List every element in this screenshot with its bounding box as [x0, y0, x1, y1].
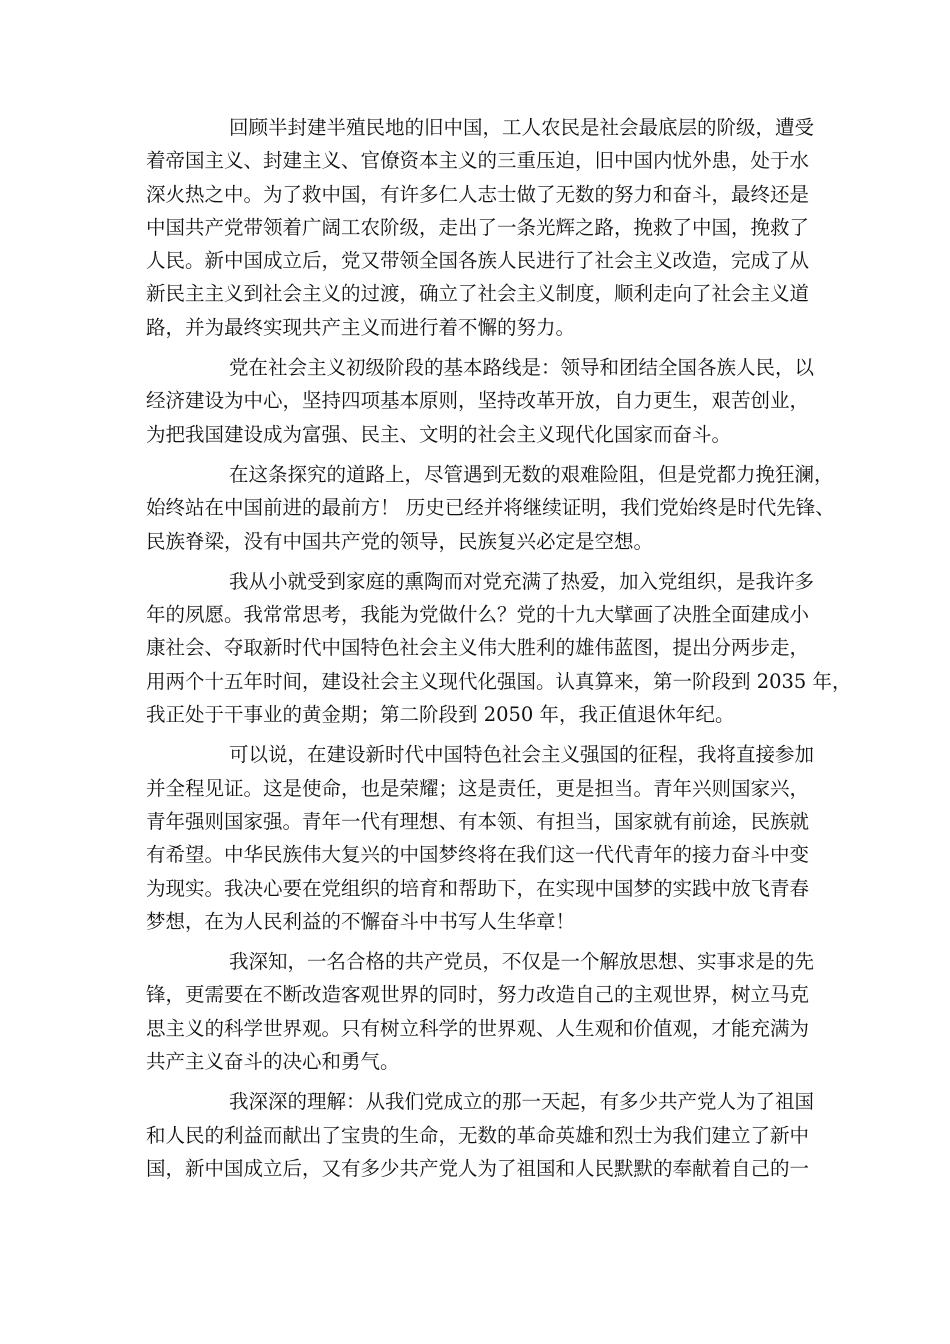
paragraph: [146, 945, 826, 1078]
paragraph-line: 回顾半封建半殖民地的旧中国，工人农民是社会最底层的阶级，遭受: [229, 116, 815, 139]
paragraph-line: 青年强则国家强。青年一代有理想、有本领、有担当，国家就有前途，民族就: [146, 809, 810, 833]
document-body: [146, 111, 852, 1185]
paragraph-line: 人民。新中国成立后，党又带领全国各族人民进行了社会主义改造，完成了从: [146, 249, 810, 273]
paragraph-line: 为把我国建设成为富强、民主、文明的社会主义现代化国家而奋斗。: [146, 422, 732, 446]
paragraph-line: 我深深的理解：从我们党成立的那一天起，有多少共产党人为了祖国: [229, 1090, 815, 1114]
paragraph: [146, 738, 826, 938]
paragraph-line: 为现实。我决心要在党组织的培育和帮助下，在实现中国梦的实践中放飞青春: [146, 876, 810, 900]
paragraph-line: 我深知，一名合格的共产党员，不仅是一个解放思想、实事求是的先: [229, 950, 815, 974]
paragraph-line: 民族脊梁，没有中国共产党的领导，民族复兴必定是空想。: [146, 529, 654, 553]
paragraph-line: 年的夙愿。我常常思考，我能为党做什么？党的十九大擘画了决胜全面建成小: [146, 603, 810, 627]
paragraph: [146, 565, 852, 731]
paragraph-line: 党在社会主义初级阶段的基本路线是：领导和团结全国各族人民，以: [229, 356, 815, 380]
paragraph-line: 中国共产党带领着广阔工农阶级，走出了一条光辉之路，挽救了中国，挽救了: [146, 215, 810, 239]
paragraph-line: 梦想，在为人民利益的不懈奋斗中书写人生华章！: [146, 909, 576, 933]
paragraph-line: 新民主主义到社会主义的过渡，确立了社会主义制度，顺利走向了社会主义道: [146, 282, 810, 306]
paragraph: [146, 351, 826, 451]
paragraph: [146, 111, 826, 344]
paragraph-line: 用两个十五年时间，建设社会主义现代化强国。认真算来，第一阶段到 2035 年，: [146, 669, 852, 693]
paragraph-line: 可以说，在建设新时代中国特色社会主义强国的征程，我将直接参加: [229, 743, 815, 767]
paragraph-line: 在这条探究的道路上，尽管遇到无数的艰难险阻，但是党都力挽狂澜，: [229, 462, 834, 486]
paragraph-line: 我正处于干事业的黄金期；第二阶段到 2050 年，我正值退休年纪。: [146, 703, 735, 727]
paragraph-line: 始终站在中国前进的最前方！ 历史已经并将继续证明，我们党始终是时代先锋、: [146, 496, 835, 520]
paragraph: [146, 458, 835, 558]
paragraph-line: 并全程见证。这是使命，也是荣耀；这是责任，更是担当。青年兴则国家兴，: [146, 776, 810, 800]
paragraph-line: 思主义的科学世界观。只有树立科学的世界观、人生观和价值观，才能充满为: [146, 1016, 810, 1040]
paragraph-line: 路，并为最终实现共产主义而进行着不懈的努力。: [146, 315, 576, 339]
paragraph-line: 经济建设为中心，坚持四项基本原则，坚持改革开放，自力更生，艰苦创业，: [146, 389, 810, 413]
paragraph-line: 深火热之中。为了救中国，有许多仁人志士做了无数的努力和奋斗，最终还是: [146, 182, 810, 206]
paragraph-line: 锋，更需要在不断改造客观世界的同时，努力改造自己的主观世界，树立马克: [146, 983, 810, 1007]
paragraph-line: 和人民的利益而献出了宝贵的生命，无数的革命英雄和烈士为我们建立了新中: [146, 1123, 810, 1147]
paragraph-line: 国，新中国成立后，又有多少共产党人为了祖国和人民默默的奉献着自己的一: [146, 1156, 810, 1180]
paragraph-line: 我从小就受到家庭的熏陶而对党充满了热爱，加入党组织，是我许多: [229, 569, 815, 593]
paragraph-line: 共产主义奋斗的决心和勇气。: [146, 1050, 400, 1074]
paragraph: [146, 1085, 826, 1185]
paragraph-line: 着帝国主义、封建主义、官僚资本主义的三重压迫，旧中国内忧外患，处于水: [146, 149, 810, 173]
paragraph-line: 康社会、夺取新时代中国特色社会主义伟大胜利的雄伟蓝图，提出分两步走，: [146, 636, 810, 660]
paragraph-line: 有希望。中华民族伟大复兴的中国梦终将在我们这一代代青年的接力奋斗中变: [146, 843, 810, 867]
